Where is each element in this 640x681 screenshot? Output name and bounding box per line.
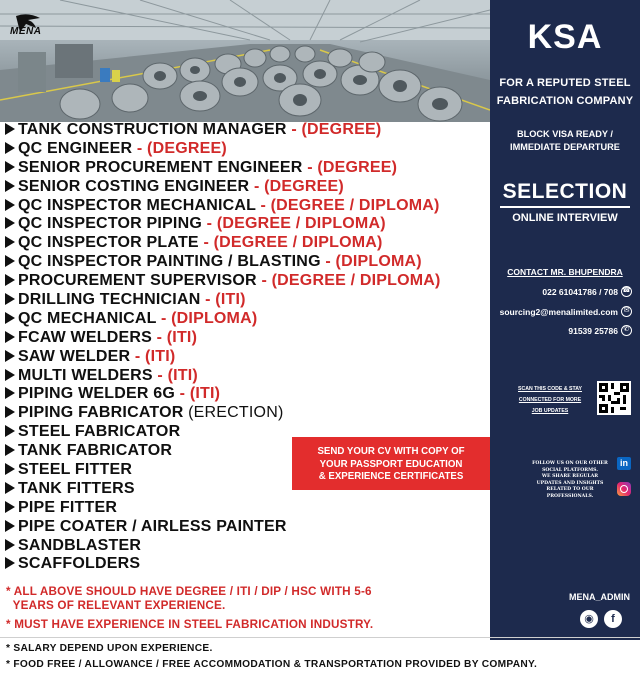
whatsapp-icon: ✆ (621, 325, 632, 336)
bullet-arrow-icon (5, 123, 15, 135)
job-qualification: - (DIPLOMA) (156, 309, 258, 327)
footer-salary: * SALARY DEPEND UPON EXPERIENCE. (6, 643, 213, 654)
bullet-arrow-icon (5, 255, 15, 267)
instagram-icon[interactable] (617, 482, 631, 496)
interview-type: ONLINE INTERVIEW (512, 212, 618, 224)
job-item (5, 537, 441, 556)
email-row[interactable] (500, 306, 632, 317)
cv-banner: SEND YOUR CV WITH COPY OF YOUR PASSPORT EDUCATION & EXPERIENCE CERTIFICATES (292, 437, 490, 490)
linkedin-icon[interactable]: in (617, 457, 631, 470)
job-title: SANDBLASTER (18, 536, 142, 554)
selection-heading: SELECTION (502, 180, 628, 203)
job-title: QC MECHANICAL (18, 309, 157, 327)
bullet-arrow-icon (5, 444, 15, 456)
whatsapp-row[interactable] (568, 325, 632, 336)
follow-caption: FOLLOW US ON OUR OTHER SOCIAL PLATFORMS. WE SHARE REGULAR UPDATES AND INSIGHTS RELATED TO OUR PROFESSIONALS. (532, 461, 608, 499)
logo-text: MENA (10, 26, 42, 37)
qr-code-icon[interactable] (597, 381, 631, 415)
job-item (5, 121, 441, 140)
job-qualification: - (DIPLOMA) (320, 253, 422, 271)
bullet-arrow-icon (5, 274, 15, 286)
steel-coils-illustration (0, 0, 490, 122)
job-qualification: - (DEGREE) (249, 177, 344, 195)
job-title: PIPING WELDER 6G (18, 385, 175, 403)
bullet-arrow-icon (5, 293, 15, 305)
job-item (5, 272, 441, 291)
job-item (5, 348, 441, 367)
job-title: QC INSPECTOR PIPING (18, 215, 202, 233)
bullet-arrow-icon (5, 180, 15, 192)
requirement-note-1: * ALL ABOVE SHOULD HAVE DEGREE / ITI / DIP / HSC WITH 5-6 YEARS OF RELEVANT EXPERIENCE. (6, 585, 372, 612)
bullet-arrow-icon (5, 312, 15, 324)
bullet-arrow-icon (5, 331, 15, 343)
bullet-arrow-icon (5, 387, 15, 399)
footer-benefits: * FOOD FREE / ALLOWANCE / FREE ACCOMMODATION & TRANSPORTATION PROVIDED BY COMPANY. (6, 659, 538, 670)
bullet-arrow-icon (5, 463, 15, 475)
bullet-arrow-icon (5, 557, 15, 569)
facebook-icon[interactable]: f (604, 610, 622, 628)
country-title: KSA (527, 18, 603, 56)
job-title: PIPE COATER / AIRLESS PAINTER (18, 517, 287, 535)
job-qualification: - (DEGREE / DIPLOMA) (198, 234, 383, 252)
job-list (5, 121, 441, 574)
bullet-arrow-icon (5, 199, 15, 211)
bullet-arrow-icon (5, 236, 15, 248)
job-title: PIPING FABRICATOR (18, 404, 184, 422)
job-title: SCAFFOLDERS (18, 555, 141, 573)
instagram-round-icon[interactable]: ◉ (580, 610, 598, 628)
job-qualification: - (DEGREE / DIPLOMA) (255, 196, 440, 214)
job-title: TANK CONSTRUCTION MANAGER (18, 121, 287, 138)
job-title: TANK FITTERS (18, 479, 135, 497)
job-title: STEEL FABRICATOR (18, 423, 181, 441)
job-item (5, 555, 441, 574)
contact-title: CONTACT MR. BHUPENDRA (507, 267, 623, 277)
scan-caption: SCAN THIS CODE & STAY CONNECTED FOR MORE JOB UPDATES (518, 386, 582, 414)
job-qualification: - (ITI) (151, 328, 198, 346)
job-item (5, 518, 441, 537)
job-title: QC ENGINEER (18, 139, 133, 157)
job-qualification: - (DEGREE) (302, 158, 398, 176)
job-title: FCAW WELDERS (18, 328, 152, 346)
bullet-arrow-icon (5, 482, 15, 494)
job-title: QC INSPECTOR MECHANICAL (18, 196, 256, 214)
bullet-arrow-icon (5, 520, 15, 532)
job-item (5, 291, 441, 310)
job-title: DRILLING TECHNICIAN (18, 291, 201, 309)
phone-row[interactable] (542, 286, 632, 297)
job-note: (ERECTION) (188, 404, 284, 422)
bullet-arrow-icon (5, 501, 15, 513)
bullet-arrow-icon (5, 539, 15, 551)
job-item (5, 159, 441, 178)
bullet-arrow-icon (5, 425, 15, 437)
bullet-arrow-icon (5, 161, 15, 173)
job-item (5, 197, 441, 216)
bullet-arrow-icon (5, 217, 15, 229)
job-qualification: - (ITI) (130, 347, 176, 365)
job-title: MULTI WELDERS (18, 366, 153, 384)
job-qualification: - (DEGREE / DIPLOMA) (201, 215, 386, 233)
job-title: SENIOR COSTING ENGINEER (18, 177, 250, 195)
job-qualification: - (DEGREE / DIPLOMA) (256, 272, 441, 290)
company-description: FOR A REPUTED STEEL FABRICATION COMPANY (496, 77, 634, 107)
job-item (5, 499, 441, 518)
job-title: PIPE FITTER (18, 498, 118, 516)
job-title: STEEL FITTER (18, 461, 133, 479)
job-title: SAW WELDER (18, 347, 131, 365)
bullet-arrow-icon (5, 406, 15, 418)
bullet-arrow-icon (5, 369, 15, 381)
job-item (5, 215, 441, 234)
job-qualification: - (DEGREE) (132, 139, 227, 157)
side-panel (490, 0, 640, 640)
job-title: QC INSPECTOR PAINTING / BLASTING (18, 253, 321, 271)
job-title: SENIOR PROCUREMENT ENGINEER (18, 158, 303, 176)
job-qualification: - (ITI) (175, 385, 221, 403)
selection-underline (500, 206, 630, 208)
phone-icon: ☎ (621, 286, 632, 297)
admin-handle: MENA_ADMIN (568, 592, 630, 602)
job-item (5, 367, 441, 386)
job-item (5, 329, 441, 348)
email-icon: ✉ (621, 306, 632, 317)
phone-number: 022 61041786 / 708 (542, 286, 618, 297)
job-title: PROCUREMENT SUPERVISOR (18, 272, 257, 290)
job-title: TANK FABRICATOR (18, 442, 173, 460)
job-qualification: - (ITI) (152, 366, 198, 384)
job-item (5, 404, 441, 423)
email-address: sourcing2@menalimited.com (499, 306, 618, 317)
job-item (5, 234, 441, 253)
bullet-arrow-icon (5, 142, 15, 154)
job-item (5, 310, 441, 329)
job-item (5, 178, 441, 197)
factory-photo (0, 0, 490, 122)
job-item (5, 253, 441, 272)
bullet-arrow-icon (5, 350, 15, 362)
visa-info: BLOCK VISA READY / IMMEDIATE DEPARTURE (510, 129, 620, 152)
job-item (5, 385, 441, 404)
footer-divider (0, 637, 640, 638)
job-qualification: - (ITI) (200, 291, 246, 309)
job-item (5, 140, 441, 159)
whatsapp-number: 91539 25786 (568, 325, 618, 336)
requirement-note-2: * MUST HAVE EXPERIENCE IN STEEL FABRICATION INDUSTRY. (6, 618, 374, 631)
job-qualification: - (DEGREE) (286, 121, 382, 138)
job-title: QC INSPECTOR PLATE (18, 234, 199, 252)
